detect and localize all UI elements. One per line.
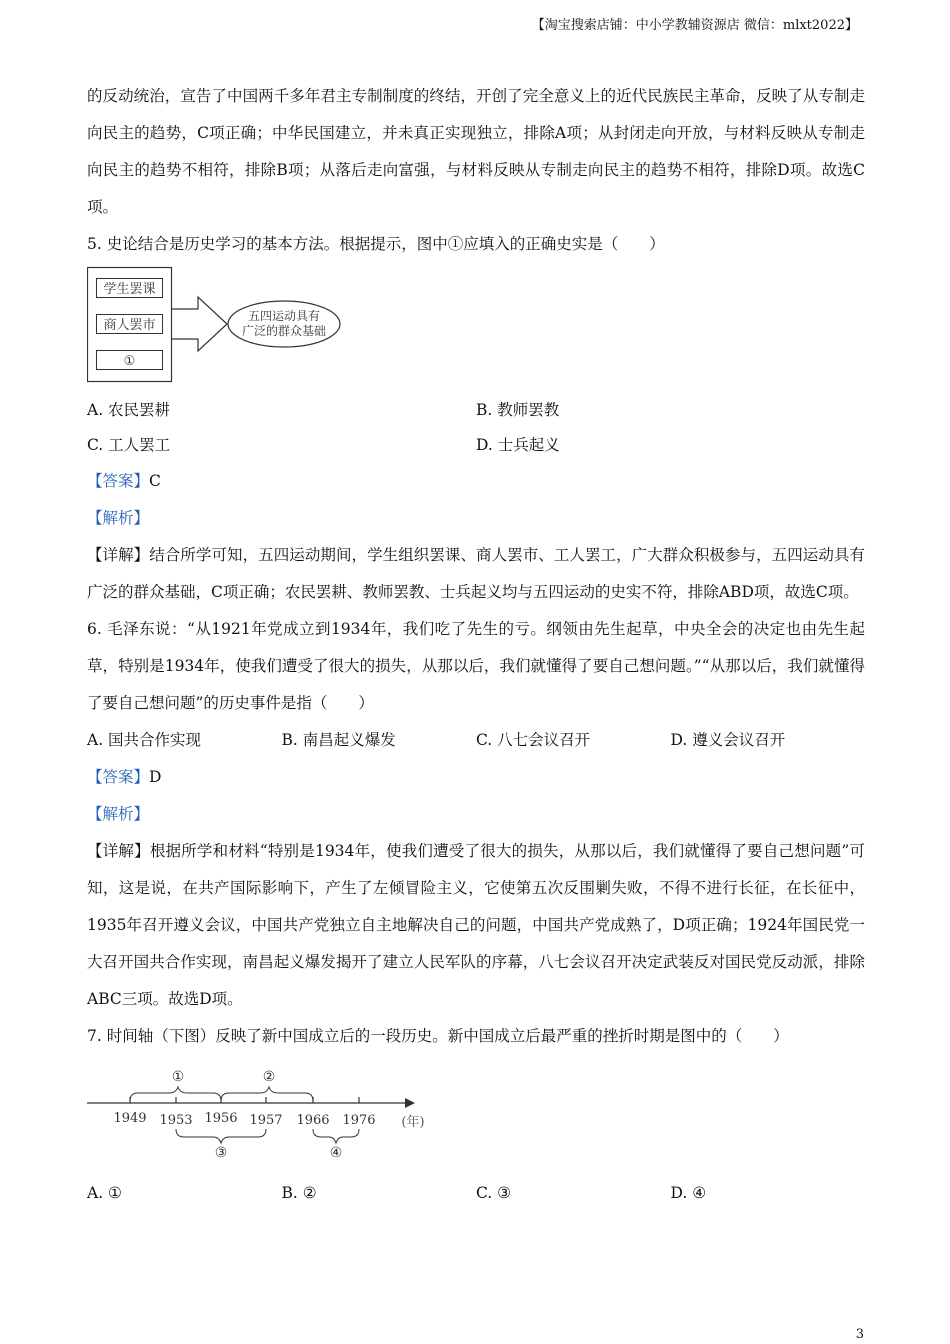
q6-options xyxy=(87,722,865,759)
q7-label-1: ① xyxy=(171,1069,185,1085)
q7-label-2: ② xyxy=(262,1069,276,1085)
q6-detail-text: 根据所学和材料“特别是1934年，使我们遭受了很大的损失，从那以后，我们就懂得了要自己想问题”可知，这是说，在共产国际影响下，产生了左倾冒险主义，它使第五次反围剿失败，不得不进行长征，在长征中，1935年召开遵义会议，中国共产党独立自主地解决自己的问题，中国共产党成熟了，D项正确；1924年国民党一大召开国共合作实现，南昌起义爆发揭开了建立人民军队的序幕，八七会议召开决定武装反对国民党反动派，排除ABC三项。故选D项。 xyxy=(87,842,865,1008)
q6-option-c: C. 八七会议召开 xyxy=(476,731,591,749)
q7-brace-4 xyxy=(313,1129,359,1143)
q5-detail xyxy=(87,537,865,611)
q5-option-a: A. 农民罢耕 xyxy=(87,401,171,419)
q7-option-d: D. ④ xyxy=(670,1184,707,1202)
q6-option-d: D. 遵义会议召开 xyxy=(670,731,786,749)
q5-detail-label: 【详解】 xyxy=(87,546,150,564)
q6-analysis-label: 【解析】 xyxy=(87,805,150,823)
q7-option-b: B. ② xyxy=(281,1184,317,1202)
q5-answer-value: C xyxy=(149,472,161,490)
q7-timeline-svg xyxy=(87,1055,447,1171)
q7-year-1957: 1957 xyxy=(249,1113,283,1128)
q7-option-c: C. ③ xyxy=(476,1184,512,1202)
q5-answer xyxy=(87,463,865,500)
q5-ellipse-line1: 五四运动具有 xyxy=(247,309,321,323)
q6-option-a: A. 国共合作实现 xyxy=(87,731,202,749)
page-number: 3 xyxy=(855,1327,864,1342)
q5-option-d: D. 士兵起义 xyxy=(476,436,560,454)
q7-timeline xyxy=(87,1055,865,1175)
q5-diagram xyxy=(87,263,865,393)
q7-year-1953: 1953 xyxy=(159,1113,193,1128)
q6-answer-label: 【答案】 xyxy=(87,768,150,786)
q5-arrow xyxy=(172,297,227,351)
q7-year-1976: 1976 xyxy=(342,1113,376,1128)
q7-axis-unit: (年) xyxy=(401,1115,425,1130)
q5-option-c: C. 工人罢工 xyxy=(87,436,171,454)
q7-label-3: ③ xyxy=(214,1145,228,1161)
q5-answer-label: 【答案】 xyxy=(87,472,150,490)
q7-brace-2 xyxy=(221,1087,313,1101)
q6-detail xyxy=(87,833,865,1018)
intro-paragraph: 的反动统治，宣告了中国两千多年君主专制制度的终结，开创了完全意义上的近代民族民主革命，反映了从专制走向民主的趋势，C项正确；中华民国建立，并未真正实现独立，排除A项；从封闭走向开放，与材料反映从专制走向民主的趋势不相符，排除B项；从落后走向富强，与材料反映从专制走向民主的趋势不相符，排除D项。故选C项。 xyxy=(87,87,865,216)
q5-options-row2 xyxy=(87,428,865,463)
q7-brace-3 xyxy=(176,1129,266,1143)
page-header: 【淘宝搜索店铺：中小学教辅资源店 微信：mlxt2022】 xyxy=(531,18,858,33)
q5-box-blank-label: ① xyxy=(123,354,136,369)
q5-stem: 5. 史论结合是历史学习的基本方法。根据提示，图中①应填入的正确史实是（ ） xyxy=(87,235,665,253)
q5-option-b: B. 教师罢教 xyxy=(476,401,560,419)
q5-analysis-label: 【解析】 xyxy=(87,509,150,527)
q5-ellipse-line2: 广泛的群众基础 xyxy=(241,324,327,338)
q5-options-row1 xyxy=(87,393,865,428)
q7-option-a: A. ① xyxy=(87,1184,122,1202)
q7-options xyxy=(87,1175,865,1212)
q7-year-1956: 1956 xyxy=(204,1111,238,1126)
q6-option-b: B. 南昌起义爆发 xyxy=(281,731,396,749)
q5-box-merchants-label: 商人罢市 xyxy=(103,318,156,333)
q6-detail-label: 【详解】 xyxy=(87,842,150,860)
q5-detail-text: 结合所学可知，五四运动期间，学生组织罢课、商人罢市、工人罢工，广大群众积极参与，五四运动具有广泛的群众基础，C项正确；农民罢耕、教师罢教、士兵起义均与五四运动的史实不符，排除ABD项，故选C项。 xyxy=(87,546,865,601)
q7-axis-arrow xyxy=(405,1098,415,1108)
page-content xyxy=(87,78,865,1212)
q7-stem: 7. 时间轴（下图）反映了新中国成立后的一段历史。新中国成立后最严重的挫折时期是图中的（ ） xyxy=(87,1027,789,1045)
q5-box-students-label: 学生罢课 xyxy=(103,282,156,297)
q7-label-4: ④ xyxy=(329,1145,343,1161)
q5-diagram-svg xyxy=(87,263,387,387)
q6-answer xyxy=(87,759,865,796)
q6-answer-value: D xyxy=(149,768,162,786)
q7-year-1949: 1949 xyxy=(113,1111,147,1126)
q6-stem: 6. 毛泽东说：“从1921年党成立到1934年，我们吃了先生的亏。纲领由先生起草，中央全会的决定也由先生起草，特别是1934年，使我们遭受了很大的损失，从那以后，我们就懂得了要自己想问题。”“从那以后，我们就懂得了要自己想问题”的历史事件是指（ ） xyxy=(87,620,865,712)
q7-year-1966: 1966 xyxy=(296,1113,330,1128)
